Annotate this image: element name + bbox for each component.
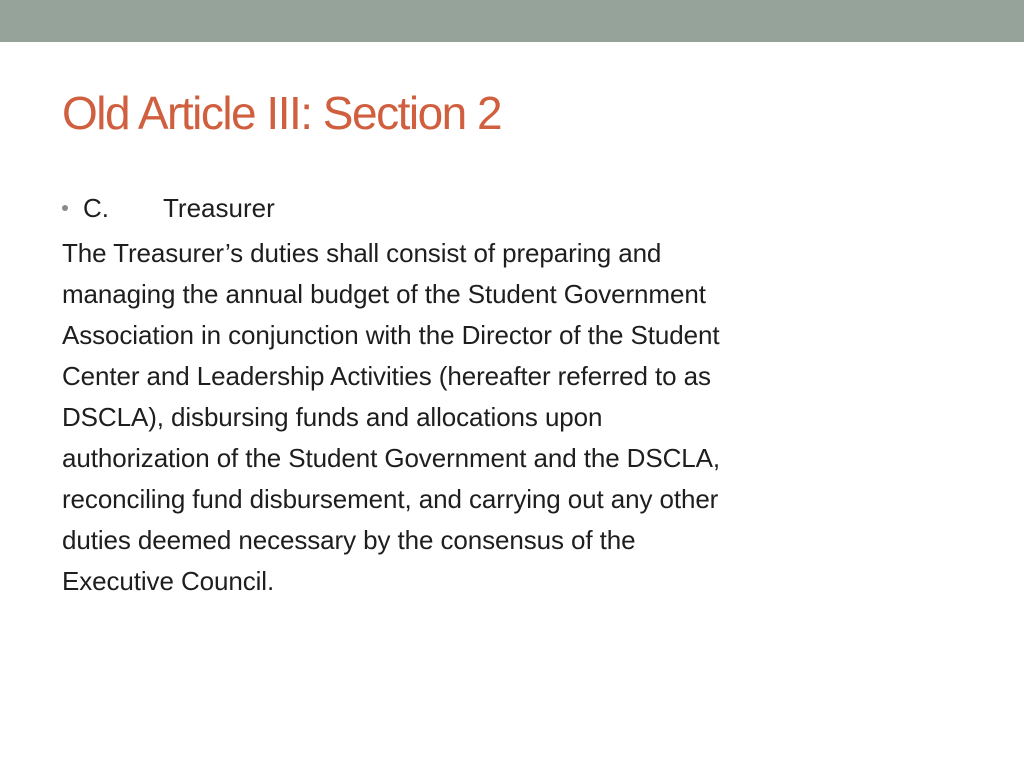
bullet-item xyxy=(62,191,962,225)
bullet-dot-icon xyxy=(62,205,68,211)
bullet-letter: C. xyxy=(83,193,109,223)
bullet-heading: Treasurer xyxy=(163,193,275,223)
top-accent-bar xyxy=(0,0,1024,42)
slide-title: Old Article III: Section 2 xyxy=(62,87,502,139)
slide-content xyxy=(62,191,962,602)
body-paragraph: The Treasurer’s duties shall consist of preparing and managing the annual budget of the Student Government Association in conjunction with the Director of the Student Center and Leadership Activities (hereafter referred to as DSCLA), disbursing funds and allocations upon authorization of the Student Government and the DSCLA, reconciling fund disbursement, and carrying out any other duties deemed necessary by the consensus of the Executive Council. xyxy=(62,238,721,596)
